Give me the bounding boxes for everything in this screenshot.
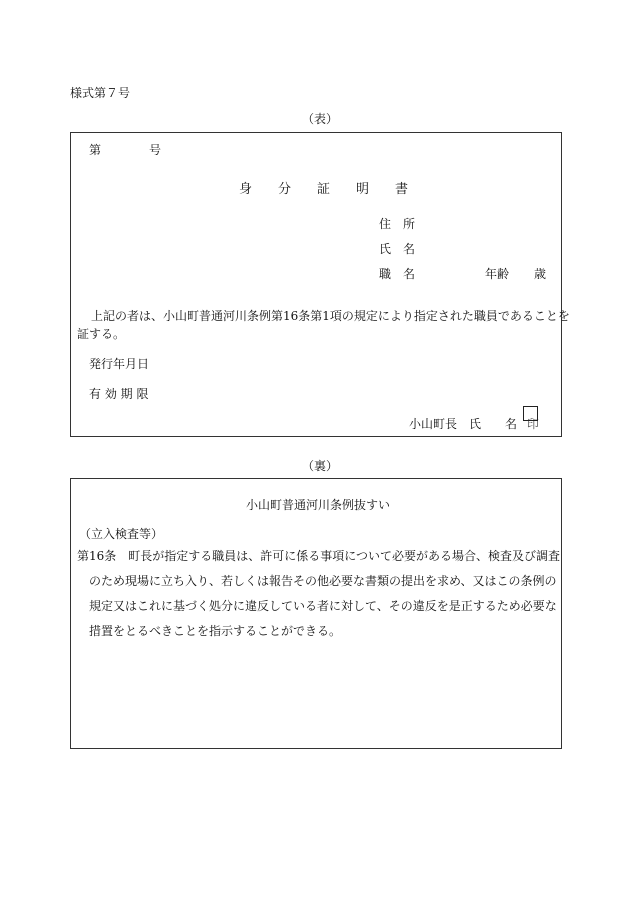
statement-line-1: 上記の者は、小山町普通河川条例第16条第1項の規定により指定された職員であることを (91, 309, 570, 323)
certificate-title: 身 分 証 明 書 (239, 182, 409, 197)
excerpt-title: 小山町普通河川条例抜すい (246, 498, 391, 512)
issuer-name-label: 名 (505, 417, 518, 431)
number-prefix: 第 (89, 143, 102, 157)
age-label: 年齢 (485, 267, 510, 281)
name-label: 氏 名 (379, 242, 416, 256)
back-side-label: （裏） (302, 459, 339, 473)
number-suffix: 号 (149, 143, 162, 157)
id-card-front (70, 132, 570, 437)
form-number: 様式第７号 (70, 86, 131, 100)
id-card-back (70, 478, 562, 749)
article-caption: （立入検査等） (79, 527, 164, 541)
article-line-2: のため現場に立ち入り、若しくは報告その他必要な書類の提出を求め、又はこの条例の (89, 574, 557, 588)
seal-label: 印 (527, 417, 540, 431)
age-unit: 歳 (534, 267, 547, 281)
article-line-1: 第16条 町長が指定する職員は、許可に係る事項について必要がある場合、検査及び調査 (77, 549, 561, 563)
validity-label: 有 効 期 限 (89, 387, 149, 401)
issue-date-label: 発行年月日 (89, 357, 150, 371)
position-label: 職 名 (379, 267, 416, 281)
issuer-label: 小山町長 氏 (409, 417, 482, 431)
front-side-label: （表） (302, 112, 339, 126)
article-line-4: 措置をとるべきことを指示することができる。 (89, 624, 342, 638)
statement-line-2: 証する。 (77, 327, 126, 341)
address-label: 住 所 (379, 217, 416, 231)
article-line-3: 規定又はこれに基づく処分に違反している者に対して、その違反を是正するため必要な (89, 599, 557, 613)
seal-box (523, 406, 538, 421)
